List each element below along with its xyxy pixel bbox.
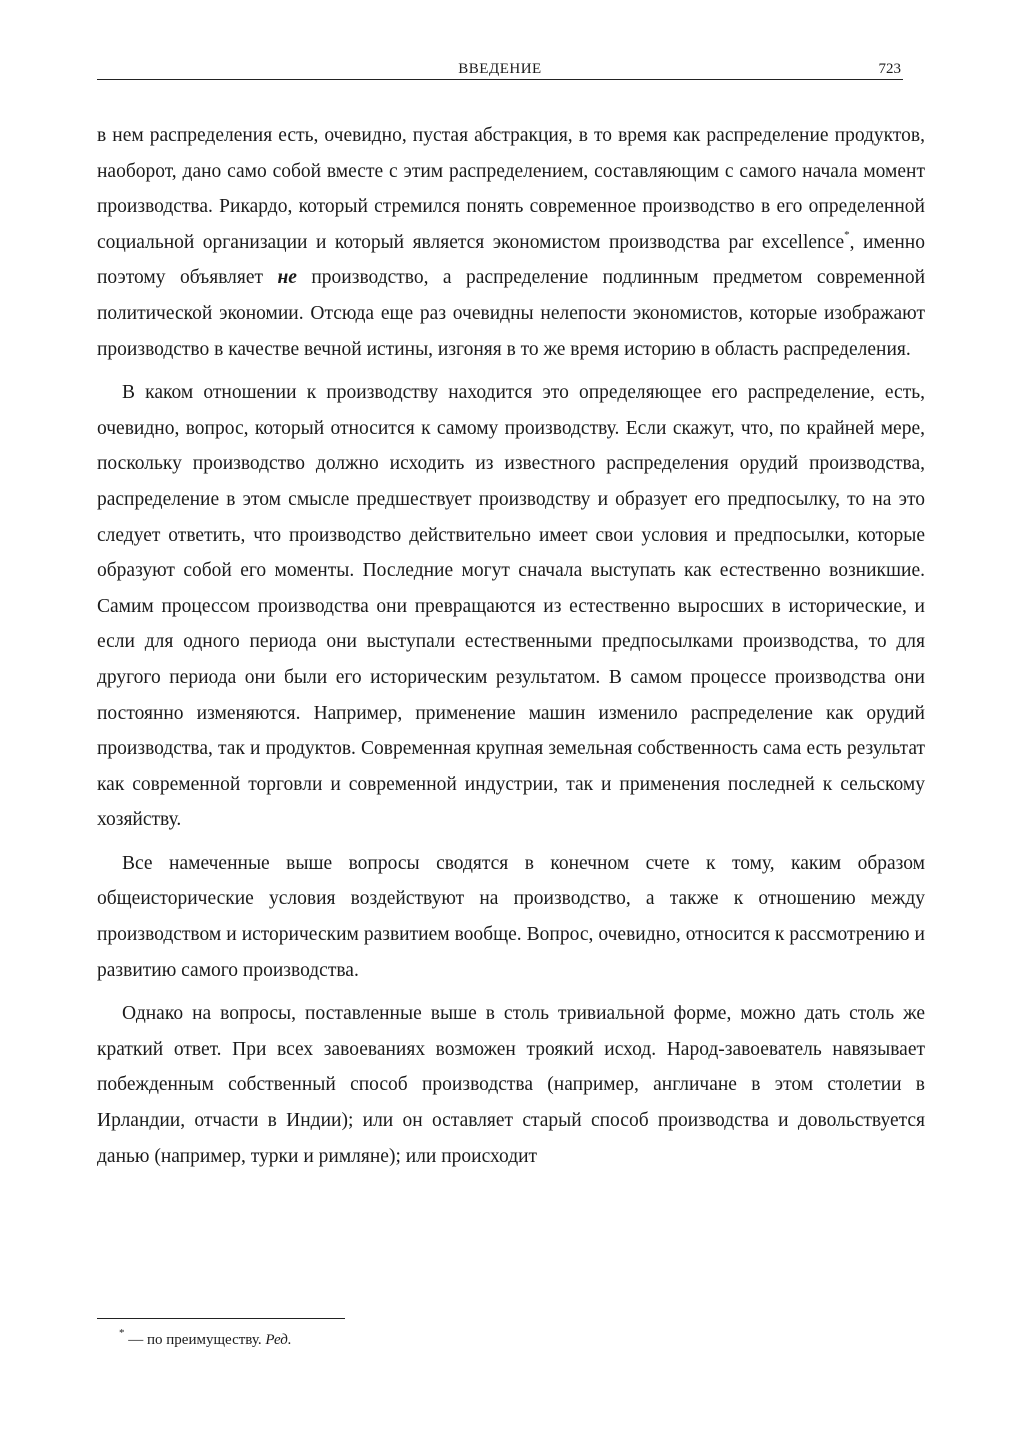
paragraph-1-part-a: в нем распределения есть, очевидно, пустая абстракция, в то время как распределение продуктов, наоборот, дано само собой вместе с этим распределением, составляющим с самого начала момент производства. Рикардо, который стремился понять современное производство в его определенной социальной организации и который является экономистом производства par excellence <box>97 125 925 253</box>
footnote-editor-mark: Ред. <box>265 1332 292 1348</box>
running-header <box>97 60 903 80</box>
emphasis-word: не <box>277 267 297 289</box>
page-number: 723 <box>878 61 901 77</box>
footnote-marker: * <box>119 1327 125 1339</box>
running-header-title: ВВЕДЕНИЕ <box>458 61 542 77</box>
footnote-text: — по преимуществу. <box>124 1332 266 1348</box>
paragraph-4: Однако на вопросы, поставленные выше в столь тривиальной форме, можно дать столь же краткий ответ. При всех завоеваниях возможен троякий исход. Народ-завоеватель навязывает побежденным собственный способ производства (например, англичане в этом столетии в Ирландии, отчасти в Индии); или он оставляет старый способ производства и довольствуется данью (например, турки и римляне); или происходит <box>97 1003 925 1167</box>
footnote <box>119 1329 292 1351</box>
paragraph-1-part-c: производство, а распределение подлинным предметом современной политической экономии. Отсюда еще раз очевидны нелепости экономистов, которые изображают производство в качестве вечной истины, изгоняя в то же время историю в область распределения. <box>97 267 926 360</box>
footnote-reference: * <box>844 229 850 242</box>
paragraph-3: Все намеченные выше вопросы сводятся в конечном счете к тому, каким образом общеисторические условия воздействуют на производство, а также к отношению между производством и историческим развитием вообще. Вопрос, очевидно, относится к рассмотрению и развитию самого производства. <box>97 852 925 981</box>
paragraph-1 <box>97 118 925 367</box>
footnote-separator <box>97 1318 345 1319</box>
paragraph-1-part-b: , именно поэтому объявляет <box>97 231 925 289</box>
body-text <box>97 118 925 1182</box>
paragraph-2: В каком отношении к производству находится это определяющее его распределение, есть, очевидно, вопрос, который относится к самому производству. Если скажут, что, по крайней мере, поскольку производство должно исходить из известного распределения орудий производства, распределение в этом смысле предшествует производству и образует его предпосылку, то на это следует ответить, что производство действительно имеет свои условия и предпосылки, которые образуют собой его моменты. Последние могут сначала выступать как естественно возникшие. Самим процессом производства они превращаются из естественно выросших в исторические, и если для одного периода они выступали естественными предпосылками производства, то для другого периода они были его историческим результатом. В самом процессе производства они постоянно изменяются. Например, применение машин изменило распределение как орудий производства, так и продуктов. Современная крупная земельная собственность сама есть результат как современной торговли и современной индустрии, так и применения последней к сельскому хозяйству. <box>97 382 925 831</box>
